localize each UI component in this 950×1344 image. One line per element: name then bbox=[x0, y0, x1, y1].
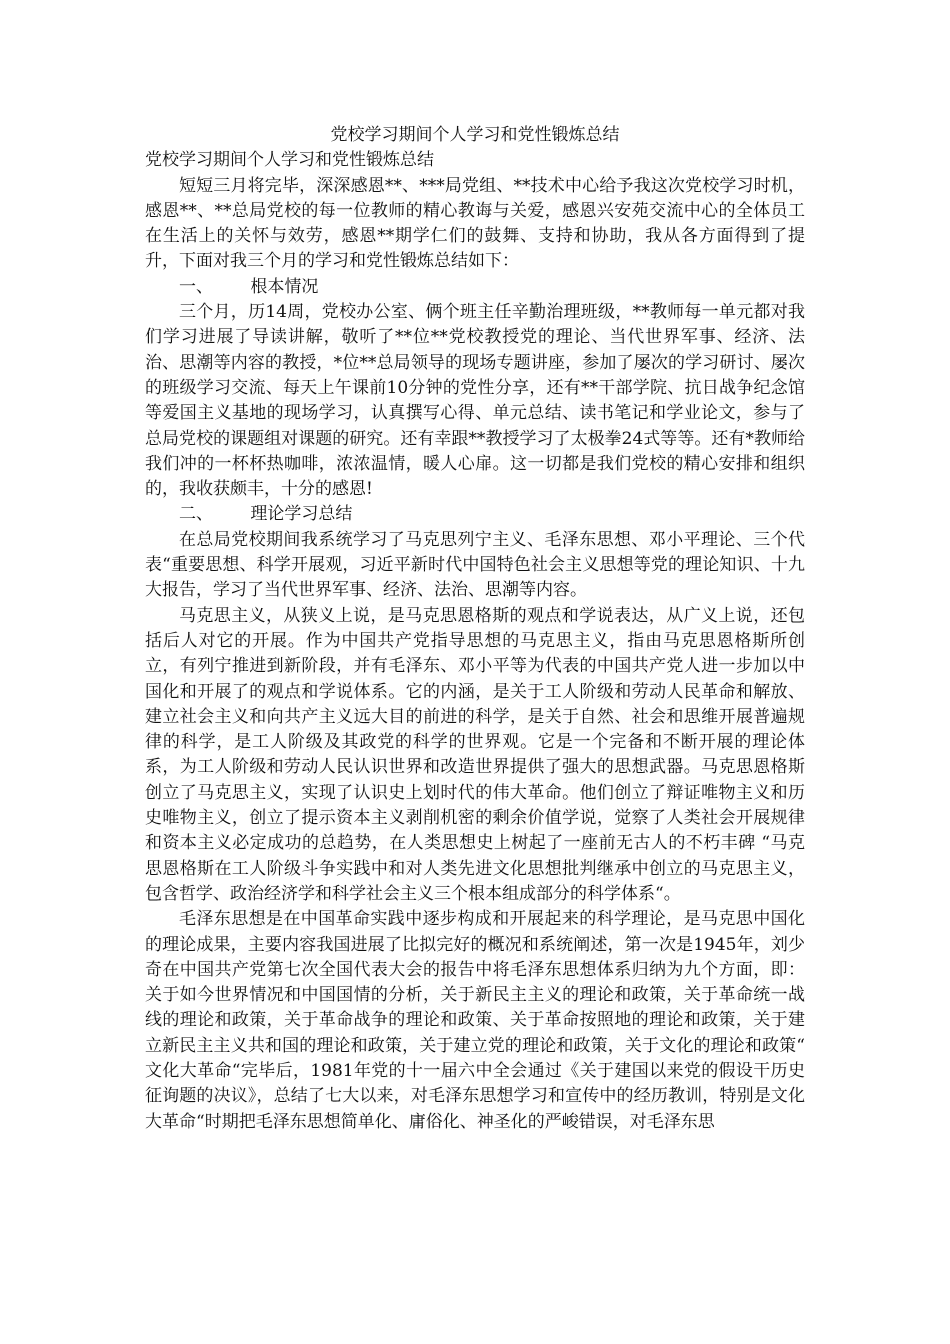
document-title: 党校学习期间个人学习和党性锻炼总结 bbox=[330, 125, 620, 145]
section-heading-basic bbox=[145, 275, 805, 300]
section-number: 一、 bbox=[179, 276, 213, 297]
paragraph-basic-situation: 三个月，历14周，党校办公室、俩个班主任辛勤治理班级，**教师每一单元都对我们学习进展了导读讲解，敬听了**位**党校教授党的理论、当代世界军事、经济、法治、思潮等内容的教授，*位**总局领导的现场专题讲座，参加了屡次的学习研讨、屡次的班级学习交流、每天上午课前10分钟的党性分享，还有**干部学院、抗日战争纪念馆等爱国主义基地的现场学习，认真撰写心得、单元总结、读书笔记和学业论文，参与了总局党校的课题组对课题的研究。还有幸跟**教授学习了太极拳24式等等。还有*教师给我们冲的一杯杯热咖啡，浓浓温情，暖人心扉。这一切都是我们党校的精心安排和组织的，我收获颇丰，十分的感恩! bbox=[145, 302, 805, 500]
document-body bbox=[145, 123, 805, 1135]
paragraph-mao-thought: 毛泽东思想是在中国革命实践中逐步构成和开展起来的科学理论，是马克思中国化的理论成果，主要内容我国进展了比拟完好的概况和系统阐述，第一次是1945年，刘少奇在中国共产党第七次全国代表大会的报告中将毛泽东思想体系归纳为九个方面，即：关于如今世界情况和中国国情的分析，关于新民主主义的理论和政策，关于革命统一战线的理论和政策，关于革命战争的理论和政策、关于革命按照地的理论和政策，关于建立新民主主义共和国的理论和政策，关于建立党的理论和政策，关于文化的理论和政策“ 文化大革命“完毕后，1981年党的十一届六中全会通过《关于建国以来党的假设干历史征询题的决议》，总结了七大以来，对毛泽东思想学习和宣传中的经历教训，特别是文化大革命“时期把毛泽东思想简单化、庸俗化、神圣化的严峻错误，对毛泽东思 bbox=[145, 909, 805, 1132]
section-heading-theory bbox=[145, 502, 805, 527]
section-heading-text: 理论学习总结 bbox=[250, 504, 353, 525]
section-heading-text: 根本情况 bbox=[250, 276, 319, 297]
paragraph-intro: 短短三月将完毕，深深感恩**、***局党组、**技术中心给予我这次党校学习时机，感恩**、**总局党校的每一位教师的精心教诲与关爱，感恩兴安苑交流中心的全体员工在生活上的关怀与效劳，感恩**期学仁们的鼓舞、支持和协助，我从各方面得到了提升，下面对我三个月的学习和党性锻炼总结如下： bbox=[145, 175, 805, 272]
section-number: 二、 bbox=[179, 504, 213, 525]
document-subtitle: 党校学习期间个人学习和党性锻炼总结 bbox=[145, 150, 434, 171]
paragraph-theory-overview: 在总局党校期间我系统学习了马克思列宁主义、毛泽东思想、邓小平理论、三个代表“重要思想、科学开展观，习近平新时代中国特色社会主义思想等党的理论知识、十九大报告，学习了当代世界军事、经济、法治、思潮等内容。 bbox=[145, 529, 805, 601]
paragraph-marxism: 马克思主义，从狭义上说，是马克思恩格斯的观点和学说表达，从广义上说，还包括后人对它的开展。作为中国共产党指导思想的马克思主义，指由马克思恩格斯所创立，有列宁推进到新阶段，并有毛泽东、邓小平等为代表的中国共产党人进一步加以中国化和开展了的观点和学说体系。它的内涵，是关于工人阶级和劳动人民革命和解放、建立社会主义和向共产主义远大目的前进的科学，是关于自然、社会和思维开展普遍规律的科学，是工人阶级及其政党的科学的世界观。它是一个完备和不断开展的理论体系，为工人阶级和劳动人民认识世界和改造世界提供了强大的思想武器。马克思恩格斯创立了马克思主义，实现了认识史上划时代的伟大革命。他们创立了辩证唯物主义和历史唯物主义，创立了提示资本主义剥削机密的剩余价值学说，觉察了人类社会开展规律和资本主义必定成功的总趋势，在人类思想史上树起了一座前无古人的不朽丰碑 “马克思恩格斯在工人阶级斗争实践中和对人类先进文化思想批判继承中创立的马克思主义，包含哲学、政治经济学和科学社会主义三个根本组成部分的科学体系“。 bbox=[145, 605, 805, 904]
